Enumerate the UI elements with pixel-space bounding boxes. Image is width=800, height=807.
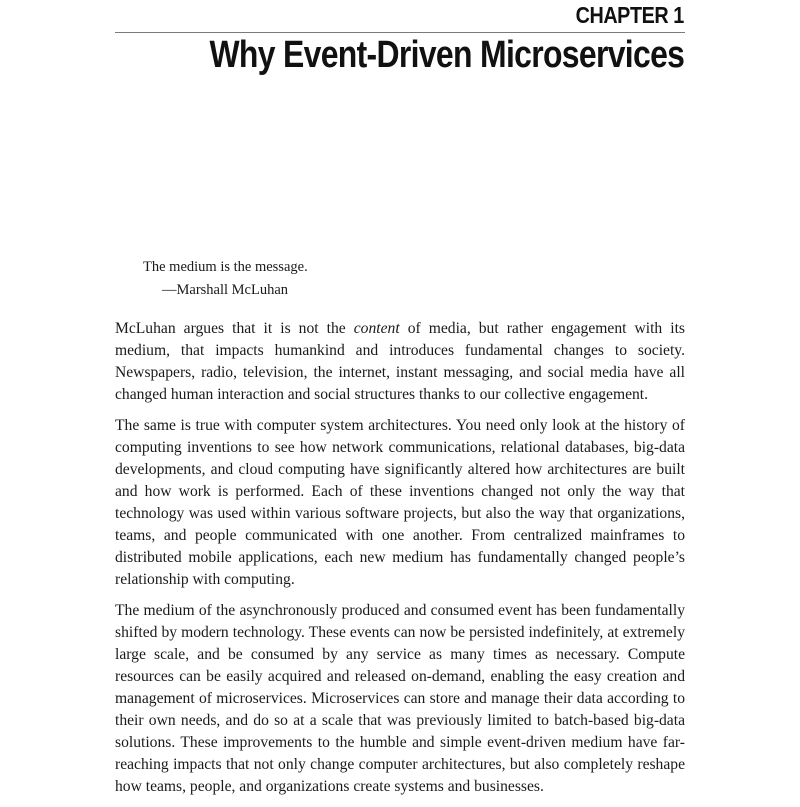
paragraph-1-end: of media, but rather engagement with its medium, that impacts humankind and introduces fundamental changes to society. Newspapers, radio, television, the internet, instant messaging, and social media have all changed human interaction and social structures thanks to our collective engagement. <box>115 320 685 403</box>
epigraph <box>143 256 308 302</box>
paragraph-2: The same is true with computer system architectures. You need only look at the history of computing inventions to see how network communications, relational databases, big-data developments, and cloud computing have significantly altered how architectures are built and how work is performed. Each of these inventions changed not only the way that technology was used within various software projects, but also the way that organizations, teams, and people communicated with one another. From centralized mainframes to distributed mobile applications, each new medium has fundamentally changed people’s relationship with computing. <box>115 417 685 588</box>
paragraph-1 <box>115 318 685 406</box>
chapter-divider <box>115 32 685 33</box>
paragraph-1-start: McLuhan argues that it is not the <box>115 320 354 337</box>
epigraph-attribution: —Marshall McLuhan <box>162 282 289 298</box>
paragraph-1-emphasis: content <box>353 320 400 337</box>
chapter-number: CHAPTER 1 <box>575 2 684 28</box>
chapter-title: Why Event-Driven Microservices <box>209 34 684 76</box>
body-text <box>115 318 685 807</box>
paragraph-3: The medium of the asynchronously produced and consumed event has been fundamentally shifted by modern technology. These events can now be persisted indefinitely, at extremely large scale, and be consumed by any service as many times as necessary. Compute resources can be easily acquired and released on-demand, enabling the easy creation and management of microservices. Microservices can store and manage their data according to their own needs, and do so at a scale that was previously limited to batch-based big-data solutions. These improvements to the humble and simple event-driven medium have far-reaching impacts that not only change computer architectures, but also completely reshape how teams, people, and organizations create systems and businesses. <box>115 602 685 795</box>
epigraph-quote: The medium is the message. <box>143 259 308 275</box>
